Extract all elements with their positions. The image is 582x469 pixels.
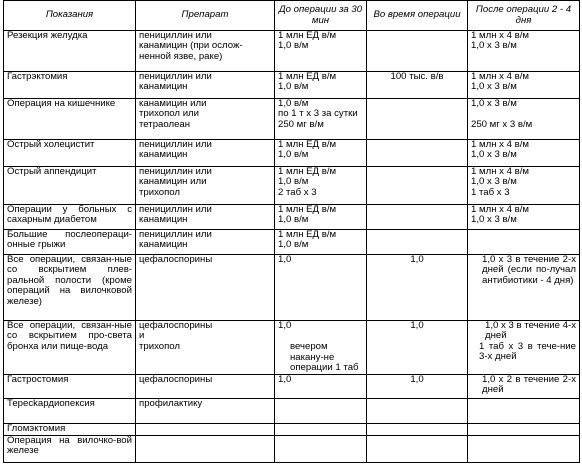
after-cell: 1 млн х 4 в/м 1,0 х 3 в/м <box>468 31 580 72</box>
indication-cell: Операции у больных с сахарным диабетом <box>4 205 136 230</box>
during-cell: 1,0 <box>367 255 468 321</box>
during-cell <box>367 99 468 140</box>
after-cell: 1 млн х 4 в/м 1,0 х 3 в/м <box>468 140 580 167</box>
table-row <box>4 140 580 167</box>
drug-cell: профилактику <box>136 398 275 423</box>
before-cell <box>275 435 367 462</box>
indication-cell: Большие послеопераци-онные грыжи <box>4 230 136 255</box>
after-note: 1 таб х 3 в тече-ние 3-х дней <box>479 340 576 363</box>
indication-cell: Операция на вилочко-вой железе <box>4 435 136 462</box>
before-cell: 1,0 <box>275 255 367 321</box>
before-cell: 1 млн ЕД в/м 1,0 в/м <box>275 72 367 99</box>
during-cell <box>367 230 468 255</box>
table-row <box>4 423 580 435</box>
before-cell: 1 млн ЕД в/м 1,0 в/м <box>275 230 367 255</box>
table-row <box>4 31 580 72</box>
drug-cell <box>136 435 275 462</box>
after-cell: 1,0 х 2 в течение 2-х дней <box>468 374 580 398</box>
antibiotic-prophylaxis-table <box>3 0 580 463</box>
during-cell <box>367 167 468 205</box>
before-cell <box>275 423 367 435</box>
drug-cell: канамицин или трихопол или тетраолеан <box>136 99 275 140</box>
drug-cell: цефалоспорины <box>136 255 275 321</box>
during-cell <box>367 435 468 462</box>
during-cell <box>367 140 468 167</box>
table-row <box>4 230 580 255</box>
after-dose: 1,0 х 3 в течение 4-х дней <box>485 320 576 342</box>
indication-cell: Резекция желудка <box>4 31 136 72</box>
indication-cell: Операция на кишечнике <box>4 99 136 140</box>
before-cell <box>275 321 367 375</box>
table-row <box>4 321 580 375</box>
header-drug: Препарат <box>136 1 275 31</box>
during-cell <box>367 31 468 72</box>
during-cell: 100 тыс. в/в <box>367 72 468 99</box>
after-cell: 1 млн х 4 в/м 1,0 х 3 в/м <box>468 72 580 99</box>
after-cell: 1 млн х 4 в/м 1,0 х 3 в/м 1 таб х 3 <box>468 167 580 205</box>
drug-cell: цефалоспорины и трихопол <box>136 321 275 375</box>
table-row <box>4 167 580 205</box>
header-after-surgery: После операции 2 - 4 дня <box>468 1 580 31</box>
after-cell <box>468 321 580 375</box>
after-cell: 1,0 х 3 в течение 2-х дней (если по-лучал антибиотики - 4 дня) <box>468 255 580 321</box>
table-row <box>4 99 580 140</box>
header-row <box>4 1 580 31</box>
indication-cell: Острый холецистит <box>4 140 136 167</box>
drug-cell: пенициллин или канамицин <box>136 230 275 255</box>
after-cell <box>468 435 580 462</box>
during-cell: 1,0 <box>367 321 468 375</box>
drug-cell: пенициллин или канамицин <box>136 205 275 230</box>
during-cell <box>367 398 468 423</box>
before-cell: 1 млн ЕД в/м 1,0 в/м <box>275 140 367 167</box>
drug-cell: цефалоспорины <box>136 374 275 398</box>
indication-cell: Тересkардиопексия <box>4 398 136 423</box>
before-cell: 1 млн ЕД в/м 1,0 в/м <box>275 31 367 72</box>
indication-cell: Гломэктомия <box>4 423 136 435</box>
before-cell: 1,0 в/м по 1 т х 3 за сутки 250 мг в/м <box>275 99 367 140</box>
table-row <box>4 255 580 321</box>
before-dose: 1,0 <box>278 320 292 331</box>
before-cell: 1 млн ЕД в/м 1,0 в/м 2 таб х 3 <box>275 167 367 205</box>
drug-cell: пенициллин или канамицин <box>136 72 275 99</box>
table-row <box>4 72 580 99</box>
table-row <box>4 374 580 398</box>
after-cell <box>468 423 580 435</box>
header-during-surgery: Во время операции <box>367 1 468 31</box>
before-cell <box>275 398 367 423</box>
drug-cell: пенициллин или канамицин или трихопол <box>136 167 275 205</box>
before-note: вечером накану-не операции 1 таб <box>290 341 359 374</box>
indication-cell: Все операции, связан-ные со вскрытием про-света бронха или пище-вода <box>4 321 136 375</box>
after-cell <box>468 398 580 423</box>
during-cell <box>367 423 468 435</box>
indication-cell: Все операции, связан-ные со вскрытием плев-ральной полости (кроме операций на вилочковой железе) <box>4 255 136 321</box>
indication-cell: Гастрэктомия <box>4 72 136 99</box>
before-cell: 1 млн ЕД в/м 1,0 в/м <box>275 205 367 230</box>
header-indication: Показания <box>4 1 136 31</box>
after-cell: 1 млн х 4 в/м 1,0 х 3 в/м <box>468 205 580 230</box>
drug-cell: пенициллин или канамицин <box>136 140 275 167</box>
indication-cell: Гастростомия <box>4 374 136 398</box>
header-before-surgery: До операции за 30 мин <box>275 1 367 31</box>
after-cell: 1,0 х 3 в/м 250 мг х 3 в/м <box>468 99 580 140</box>
table-row <box>4 398 580 423</box>
after-cell <box>468 230 580 255</box>
table-row <box>4 435 580 462</box>
table-row <box>4 205 580 230</box>
indication-cell: Острый аппендицит <box>4 167 136 205</box>
drug-cell <box>136 423 275 435</box>
drug-cell: пенициллин или канамицин (при ослож- ненной язве, раке) <box>136 31 275 72</box>
before-cell: 1,0 <box>275 374 367 398</box>
during-cell <box>367 205 468 230</box>
during-cell: 1,0 <box>367 374 468 398</box>
